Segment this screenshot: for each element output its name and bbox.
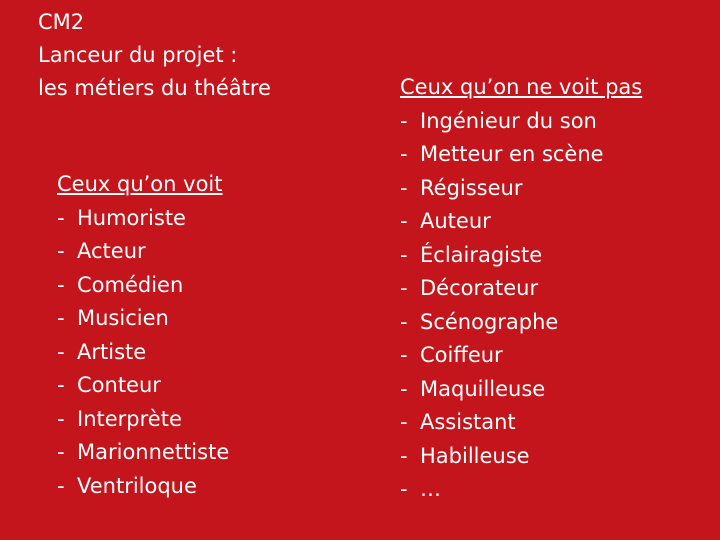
list-item [400, 272, 642, 306]
list-item [57, 202, 229, 236]
list-item-label: Marionnettiste [77, 440, 230, 464]
bullet-dash: - [57, 272, 65, 297]
list-item-label: Artiste [77, 339, 147, 364]
visible-jobs-column [57, 168, 229, 503]
list-item [400, 339, 642, 373]
bullet-dash: - [400, 343, 408, 367]
bullet-dash: - [400, 209, 408, 233]
list-item-label: Ventriloque [77, 473, 197, 498]
bullet-dash: - [57, 473, 65, 498]
title-line-2: Lanceur du projet : [38, 43, 238, 67]
list-item-label: Maquilleuse [420, 376, 546, 401]
bullet-dash: - [57, 339, 65, 364]
hidden-jobs-heading: Ceux qu’on ne voit pas [400, 75, 643, 99]
bullet-dash: - [57, 306, 65, 330]
list-item-label: Habilleuse [420, 443, 530, 468]
list-item-label: Metteur en scène [420, 142, 604, 166]
list-item [400, 306, 642, 340]
list-item [400, 105, 642, 139]
list-item [57, 436, 229, 470]
list-item-label: Ingénieur du son [420, 108, 597, 133]
bullet-dash: - [400, 376, 408, 401]
list-item [400, 473, 642, 507]
list-item [57, 470, 229, 504]
list-item [400, 440, 642, 474]
bullet-dash: - [57, 440, 65, 464]
bullet-dash: - [400, 309, 408, 334]
list-item [57, 235, 229, 269]
list-item-label: Régisseur [420, 175, 523, 200]
bullet-dash: - [400, 276, 408, 300]
list-item [400, 205, 642, 239]
title-line-1: CM2 [38, 10, 85, 34]
bullet-dash: - [57, 373, 65, 397]
bullet-dash: - [57, 205, 65, 230]
bullet-dash: - [400, 410, 408, 434]
bullet-dash: - [400, 242, 408, 267]
visible-jobs-list [57, 202, 229, 504]
list-item-label: Décorateur [420, 276, 539, 300]
list-item-label: Comédien [77, 272, 184, 297]
hidden-jobs-column [400, 71, 642, 507]
visible-jobs-heading: Ceux qu’on voit [57, 172, 223, 196]
list-item-label: Humoriste [77, 205, 186, 230]
list-item-label: Assistant [420, 410, 516, 434]
list-item-label: Éclairagiste [420, 242, 543, 267]
list-item [400, 373, 642, 407]
list-item-label: Coiffeur [420, 343, 503, 367]
bullet-dash: - [57, 406, 65, 431]
list-item [400, 406, 642, 440]
list-item [400, 239, 642, 273]
list-item-label: Conteur [77, 373, 161, 397]
list-item [57, 403, 229, 437]
list-item [57, 336, 229, 370]
title-line-3: les métiers du théâtre [38, 76, 271, 100]
list-item-label: Acteur [77, 239, 146, 263]
hidden-jobs-list [400, 105, 642, 507]
list-item-label: Musicien [77, 306, 169, 330]
list-item [57, 369, 229, 403]
list-item [57, 302, 229, 336]
list-item-label: Auteur [420, 209, 491, 233]
list-item-label: … [420, 477, 441, 501]
bullet-dash: - [400, 108, 408, 133]
list-item [57, 269, 229, 303]
bullet-dash: - [400, 477, 408, 501]
list-item [400, 138, 642, 172]
bullet-dash: - [400, 175, 408, 200]
slide-title [38, 6, 271, 105]
bullet-dash: - [400, 142, 408, 166]
list-item-label: Scénographe [420, 309, 559, 334]
bullet-dash: - [57, 239, 65, 263]
list-item [400, 172, 642, 206]
list-item-label: Interprète [77, 406, 182, 431]
bullet-dash: - [400, 443, 408, 468]
